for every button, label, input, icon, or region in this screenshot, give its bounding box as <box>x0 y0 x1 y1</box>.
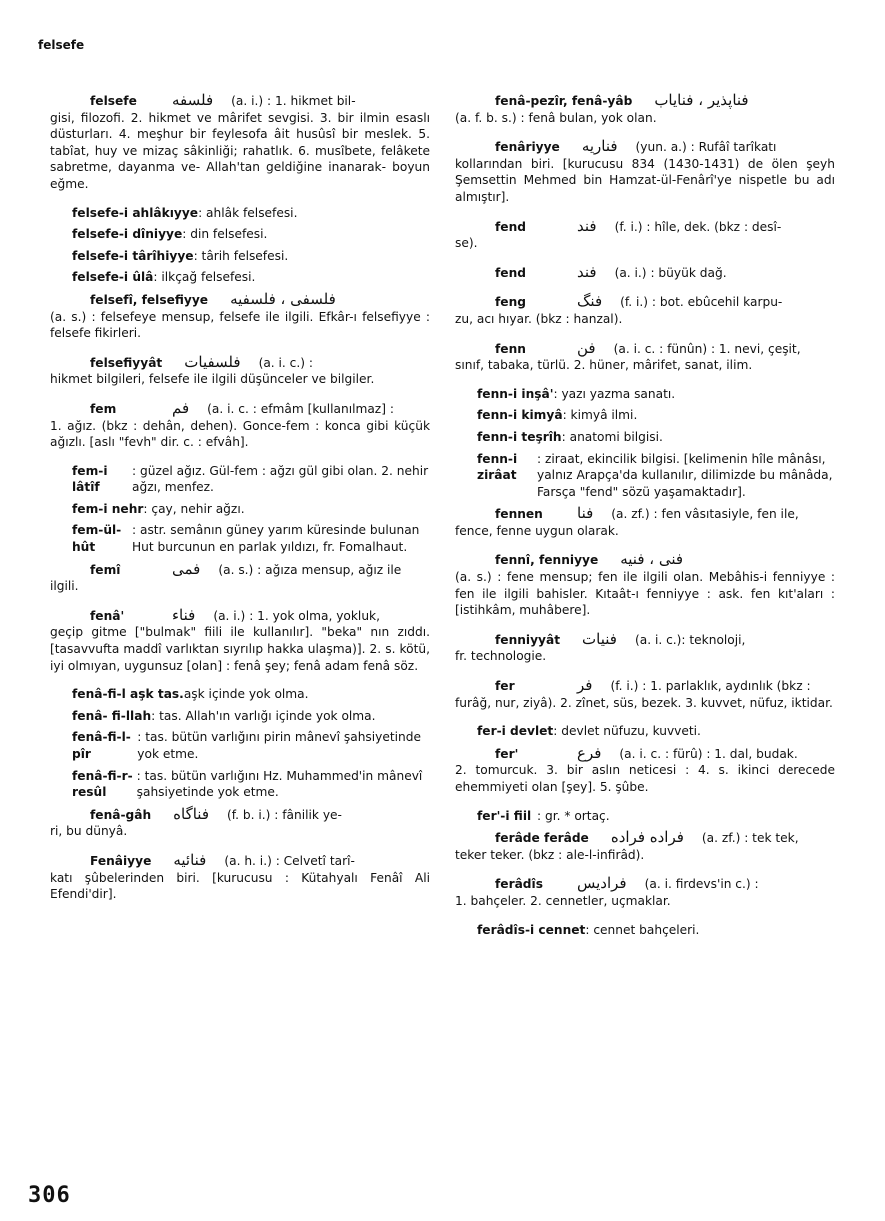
entry-first-line <box>455 429 835 446</box>
entry-first-line <box>50 852 430 870</box>
dictionary-entry <box>455 745 835 796</box>
definition-text: gisi, filozofi. 2. hikmet ve mârifet sevgisi. 3. bir ilmin esaslı düsturları. 4. meşhur bir feylesofa âit husûsî bir meslek. 5. tabîat, huy ve mizaç sâkinliği; rahatlık. 6. musîbete, felâkete sabretme, dayanma ve- Allah'tan geldiğine inanarak- boyun eğme. <box>50 110 430 191</box>
definition-start: : astr. semânın güney yarım küresinde bulunan Hut burcunun en parlak yıldızı, fr. Fomalhaut. <box>132 523 420 555</box>
entry-first-line <box>50 501 430 518</box>
definition-start: (f. i.) : 1. parlaklık, aydınlık (bkz : <box>610 679 811 694</box>
entry-first-line <box>50 269 430 286</box>
left-column <box>50 92 430 915</box>
dictionary-entry <box>455 505 835 539</box>
entry-first-line <box>455 922 835 939</box>
definition-start: : tas. bütün varlığını pirin mânevî şahsiyetinde yok etme. <box>137 730 422 761</box>
entry-first-line <box>455 138 835 156</box>
definition-start: : târih felsefesi. <box>193 248 289 263</box>
sub-entry <box>455 407 835 424</box>
dictionary-entry <box>455 293 835 327</box>
dictionary-entry <box>50 400 430 451</box>
headword: felsefe-i dîniyye <box>72 227 183 242</box>
entry-first-line <box>455 218 835 236</box>
entry-first-line <box>50 607 430 625</box>
definition-text: fr. technologie. <box>455 649 547 664</box>
arabic-spelling: فنگ <box>577 292 603 311</box>
entry-first-line <box>455 875 835 893</box>
headword: fem <box>90 401 117 416</box>
arabic-spelling: فراديس <box>577 874 627 893</box>
sub-entry <box>50 522 430 555</box>
headword: fenâ-fi-l aşk tas. <box>72 687 184 702</box>
entry-first-line <box>50 686 430 703</box>
entry-first-line <box>50 561 430 579</box>
entry-first-line <box>455 293 835 311</box>
definition-text: 1. bahçeler. 2. cennetler, uçmaklar. <box>455 893 671 908</box>
headword: ferâdîs <box>495 877 543 892</box>
entry-first-line <box>50 806 430 824</box>
entry-first-line <box>455 551 835 569</box>
definition-text: furâğ, nur, ziyâ). 2. zînet, süs, bezek. 3. kuvvet, nüfuz, iktidar. <box>455 695 833 710</box>
dictionary-entry <box>455 218 835 252</box>
headword: fenâ-gâh <box>90 807 152 822</box>
definition-text: kollarından biri. [kurucusu 834 (1430-1431) de ölen şeyh Şemsettin Mehmed bin Hamzat-ül-Fenârî'ye nispetle bu adı almıştır]. <box>455 156 835 204</box>
headword: fer <box>495 679 515 694</box>
sub-entry <box>50 708 430 725</box>
definition-start: : tas. Allah'ın varlığı içinde yok olma. <box>151 708 376 723</box>
definition-start: : din felsefesi. <box>182 227 268 242</box>
definition-start: aşk içinde yok olma. <box>183 687 309 702</box>
headword: fenniyyât <box>495 632 561 647</box>
headword: fenn-i inşâ' <box>477 386 554 401</box>
arabic-spelling: فند <box>577 262 597 281</box>
headword: fenn-i zirâat <box>477 451 518 483</box>
entry-first-line <box>50 226 430 243</box>
entry-first-line <box>455 505 835 523</box>
arabic-spelling: فناپذير ، فناياب <box>654 91 749 109</box>
entry-first-line <box>455 677 835 695</box>
dictionary-entry <box>455 631 835 665</box>
definition-start: (f. i.) : hîle, dek. (bkz : desî- <box>614 219 782 234</box>
headword: fenâriyye <box>495 140 560 155</box>
definition-text: 2. tomurcuk. 3. bir aslın neticesi : 4. s. ikinci derecede ehemmiyeti olan [şey]. 5. şûbe. <box>455 763 835 794</box>
headword: fennen <box>495 507 543 522</box>
definition-start: (a. zf.) : tek tek, <box>701 831 799 846</box>
arabic-spelling: فنيات <box>582 629 617 648</box>
definition-start: : çay, nehir ağzı. <box>143 501 245 516</box>
headword: felsefe-i ûlâ <box>72 270 154 285</box>
definition-start: (a. i. c.): teknoloji, <box>634 632 746 647</box>
sub-entry <box>50 226 430 243</box>
entry-first-line <box>50 248 430 265</box>
sub-entry <box>455 808 835 825</box>
definition-start: (a. i. firdevs'in c.) : <box>644 877 759 892</box>
entry-first-line <box>50 291 430 309</box>
definition-text: fence, fenne uygun olarak. <box>455 523 619 538</box>
headword: fenn <box>495 341 526 356</box>
headword: feng <box>495 295 526 310</box>
definition-text: zu, acı hıyar. (bkz : hanzal). <box>455 311 623 326</box>
headword: fenn-i teşrîh <box>477 429 562 444</box>
definition-start: (f. i.) : bot. ebûcehil karpu- <box>620 295 783 310</box>
definition-text: hikmet bilgileri, felsefe ile ilgili düşünceler ve bilgiler. <box>50 372 375 387</box>
entry-first-line <box>455 745 835 763</box>
headword: Fenâiyye <box>90 853 152 868</box>
dictionary-entry <box>455 264 835 282</box>
sub-entry <box>455 429 835 446</box>
dictionary-entry <box>455 340 835 374</box>
entry-first-line <box>455 264 835 282</box>
right-column <box>455 92 835 943</box>
entry-first-line <box>455 92 835 110</box>
arabic-spelling: فناگاه <box>173 804 209 823</box>
running-head: felsefe <box>38 38 85 52</box>
headword: fem-i lâtîf <box>72 463 108 495</box>
dictionary-entry <box>50 354 430 388</box>
definition-start: (yun. a.) : Rufâî tarîkatı <box>635 140 777 155</box>
sub-entry <box>455 386 835 403</box>
dictionary-entry <box>455 875 835 909</box>
sub-entry <box>50 463 430 496</box>
arabic-spelling: فنى ، فنيه <box>620 550 684 569</box>
dictionary-entry <box>50 852 430 903</box>
dictionary-entry <box>455 551 835 618</box>
definition-start: (a. i. c. : fürû) : 1. dal, budak. <box>619 746 798 761</box>
headword: fenn-i kimyâ <box>477 408 563 423</box>
definition-start: (a. i. c.) : <box>258 355 313 370</box>
headword: fennî, fenniyye <box>495 553 599 568</box>
definition-start: (f. b. i.) : fânilik ye- <box>227 807 342 822</box>
arabic-spelling: فنا <box>577 504 594 523</box>
page-number: 306 <box>28 1183 71 1208</box>
sub-entry <box>50 501 430 518</box>
sub-entry <box>50 686 430 703</box>
entry-first-line <box>50 729 430 762</box>
headword: fer'-i fiil <box>477 808 532 823</box>
definition-text: (a. f. b. s.) : fenâ bulan, yok olan. <box>455 110 657 125</box>
definition-start: : ilkçağ felsefesi. <box>153 270 256 285</box>
arabic-spelling: فن <box>577 338 596 357</box>
entry-first-line <box>455 631 835 649</box>
dictionary-entry <box>50 607 430 674</box>
definition-start: (a. i. c. : efmâm [kullanılmaz] : <box>207 401 394 416</box>
headword: felsefe-i târîhiyye <box>72 248 194 263</box>
definition-text: teker teker. (bkz : ale-l-infirâd). <box>455 847 645 862</box>
definition-start: : anatomi bilgisi. <box>561 429 663 444</box>
sub-entry <box>50 269 430 286</box>
arabic-spelling: فم <box>172 398 190 417</box>
arabic-spelling: فنائيه <box>173 850 207 869</box>
arabic-spelling: فراده فراده <box>610 828 684 847</box>
entry-first-line <box>50 92 430 110</box>
entry-first-line <box>50 463 430 496</box>
dictionary-entry <box>50 92 430 193</box>
sub-entry <box>50 729 430 762</box>
entry-first-line <box>50 522 430 555</box>
definition-start: (a. i.) : 1. hikmet bil- <box>231 94 356 108</box>
entry-first-line <box>455 829 835 847</box>
headword: fem-i nehr <box>72 501 144 516</box>
dictionary-entry <box>50 806 430 840</box>
definition-start: : yazı yazma sanatı. <box>553 386 676 401</box>
definition-start: (a. zf.) : fen vâsıtasiyle, fen ile, <box>611 507 799 522</box>
entry-first-line <box>50 400 430 418</box>
headword: fenâ-fi-l-pîr <box>72 730 131 761</box>
entry-first-line <box>455 451 835 501</box>
dictionary-entry <box>455 138 835 205</box>
sub-entry <box>50 205 430 222</box>
definition-text: 1. ağız. (bkz : dehân, dehen). Gonce-fem : konca gibi küçük ağızlı. [aslı "fevh" dir. c. : efvâh]. <box>50 418 430 450</box>
definition-text: ri, bu dünyâ. <box>50 824 128 839</box>
definition-text: (a. s.) : felsefeye mensup, felsefe ile ilgili. Efkâr-ı felsefiyye : felsefe fikirleri. <box>50 309 430 341</box>
definition-start: (a. i.) : 1. yok olma, yokluk, <box>213 608 380 623</box>
sub-entry <box>455 723 835 740</box>
entry-first-line <box>50 205 430 222</box>
headword: fenâ' <box>90 608 125 623</box>
definition-start: : cennet bahçeleri. <box>585 922 700 937</box>
dictionary-entry <box>455 829 835 863</box>
arabic-spelling: فلسفه <box>172 91 214 109</box>
headword: felsefe-i ahlâkıyye <box>72 205 199 220</box>
entry-first-line <box>50 354 430 372</box>
entry-first-line <box>50 708 430 725</box>
headword: fend <box>495 265 526 280</box>
headword: ferâde ferâde <box>495 831 589 846</box>
headword: femî <box>90 562 121 577</box>
definition-text: katı şûbelerinden biri. [kurucusu : Kütahyalı Fenâî Ali Efendi'dir]. <box>50 870 430 902</box>
definition-start: : güzel ağız. Gül-fem : ağzı gül gibi olan. 2. nehir ağzı, menfez. <box>132 463 429 495</box>
definition-start: : ziraat, ekincilik bilgisi. [kelimenin hîle mânâsı, yalnız Arapça'da kullanılır, dilimizde bu mânâda, Farsça "fend" sözü yaşamaktadır]. <box>537 451 833 499</box>
arabic-spelling: فرع <box>577 743 602 762</box>
headword: fer-i devlet <box>477 724 554 739</box>
sub-entry <box>455 451 835 501</box>
headword: fem-ül-hût <box>72 523 122 555</box>
sub-entry <box>50 768 430 801</box>
definition-text: ilgili. <box>50 579 79 594</box>
arabic-spelling: فر <box>577 676 593 695</box>
definition-start: : devlet nüfuzu, kuvveti. <box>553 724 701 739</box>
entry-first-line <box>455 340 835 358</box>
definition-start: (a. h. i.) : Celvetî tarî- <box>224 853 355 868</box>
sub-entry <box>50 248 430 265</box>
entry-first-line <box>455 808 835 825</box>
definition-start: : ahlâk felsefesi. <box>198 205 298 220</box>
definition-text: se). <box>455 236 478 251</box>
sub-entry <box>455 922 835 939</box>
headword: fenâ-pezîr, fenâ-yâb <box>495 94 633 108</box>
arabic-spelling: فمى <box>172 559 201 578</box>
definition-text: sınıf, tabaka, türlü. 2. hüner, mârifet, sanat, ilim. <box>455 358 753 373</box>
definition-start: (a. i.) : büyük dağ. <box>614 265 727 280</box>
headword: ferâdîs-i cennet <box>477 922 586 937</box>
headword: felsefiyyât <box>90 355 163 370</box>
headword: felsefî, felsefiyye <box>90 292 209 307</box>
definition-start: : gr. * ortaç. <box>537 808 610 823</box>
dictionary-entry <box>50 561 430 595</box>
entry-first-line <box>50 768 430 801</box>
entry-first-line <box>455 407 835 424</box>
definition-text: (a. s.) : fene mensup; fen ile ilgili olan. Mebâhis-i fenniyye : fen ile ilgili bahisler. Kıtaât-ı fenniyye : ask. fen kıt'aları : [istihkâm, muhâbere]. <box>455 570 835 618</box>
arabic-spelling: فند <box>577 216 597 235</box>
entry-first-line <box>455 386 835 403</box>
headword: fend <box>495 219 526 234</box>
arabic-spelling: فلسفيات <box>184 352 241 371</box>
headword: fenâ-fi-r-resûl <box>72 768 133 800</box>
entry-first-line <box>455 723 835 740</box>
definition-start: (a. i. c. : fünûn) : 1. nevi, çeşit, <box>613 341 801 356</box>
arabic-spelling: فناء <box>172 605 196 624</box>
definition-start: : kimyâ ilmi. <box>562 408 638 423</box>
definition-text: geçip gitme ["bulmak" fiili ile kullanılır]. "beka" nın zıddı. [tasavvufta maddî varlıktan sıyrılıp hakka ulaşma)]. 2. s. kötü, iyi olmıyan, uygunsuz [olan] : fenâ şey; fenâ adam fenâ söz. <box>50 625 430 673</box>
dictionary-entry <box>50 291 430 342</box>
definition-start: : tas. bütün varlığını Hz. Muhammed'in mânevî şahsiyetinde yok etme. <box>136 768 423 800</box>
headword: fenâ- fi-llah <box>72 708 152 723</box>
arabic-spelling: فلسفى ، فلسفيه <box>230 289 336 308</box>
headword: felsefe <box>90 94 137 108</box>
dictionary-entry <box>455 677 835 711</box>
dictionary-entry <box>455 92 835 126</box>
definition-start: (a. s.) : ağıza mensup, ağız ile <box>218 562 402 577</box>
arabic-spelling: فناريه <box>581 137 618 156</box>
headword: fer' <box>495 746 519 761</box>
